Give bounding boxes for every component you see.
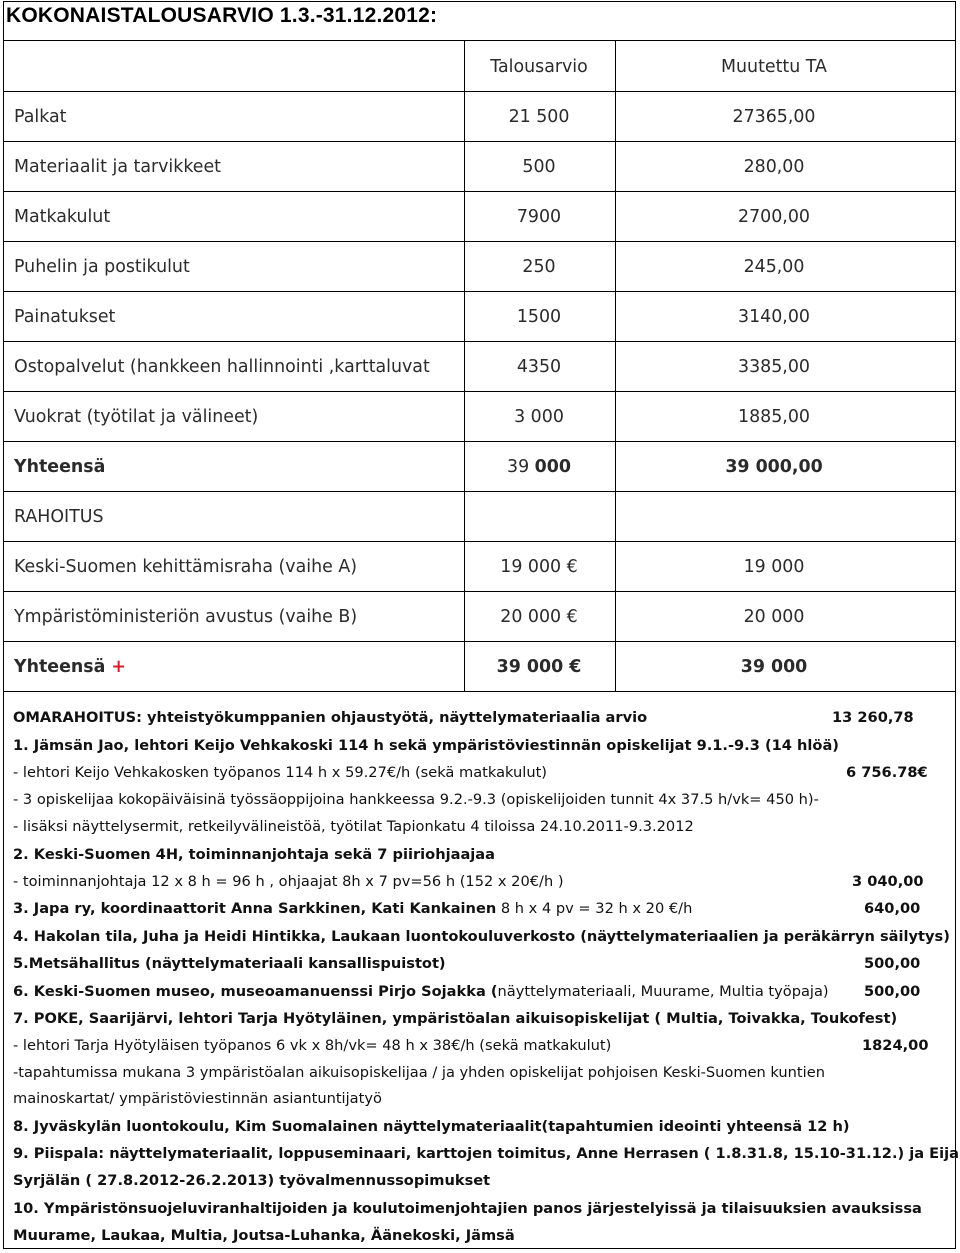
row-label: Matkakulut — [14, 207, 111, 227]
partner-line: 8. Jyväskylän luontokoulu, Kim Suomalainen näyttelymateriaalit(tapahtumien ideointi yhteensä 12 h) — [13, 1118, 850, 1135]
table-row — [0, 291, 960, 341]
own-funding-title: OMARAHOITUS: yhteistyökumppanien ohjaustyötä, näyttelymateriaalia arvio — [13, 709, 648, 726]
partner-detail: mainoskartat/ ympäristöviestinnän asiantuntijatyö — [13, 1090, 382, 1107]
row-revised: 280,00 — [743, 157, 805, 177]
row-label: Puhelin ja postikulut — [14, 257, 190, 277]
partner-amount: 500,00 — [864, 983, 921, 1000]
row-revised: 2700,00 — [738, 207, 810, 227]
row-revised: 245,00 — [743, 257, 805, 277]
row-budget: 7900 — [516, 207, 562, 227]
partner-hours: 8 h x 4 pv = 32 h x 20 €/h — [496, 900, 693, 917]
funding-budget — [464, 606, 614, 628]
funding-row — [0, 541, 960, 591]
total-label: Yhteensä — [14, 457, 106, 477]
total-revised: 39 000,00 — [725, 457, 823, 477]
table-row — [0, 341, 960, 391]
funding-budget — [464, 556, 614, 578]
table-row — [0, 191, 960, 241]
funding-budget-value: 20 000 — [500, 607, 562, 627]
partner-line: 5.Metsähallitus (näyttelymateriaali kansallispuistot) — [13, 955, 446, 972]
partner-line — [13, 900, 692, 918]
funding-revised: 19 000 — [743, 557, 805, 577]
funding-budget-value: 19 000 — [500, 557, 562, 577]
partner-amount: 3 040,00 — [852, 873, 924, 890]
plus-sign: + — [111, 657, 126, 677]
partner-line — [13, 983, 829, 1001]
partner-detail: - toiminnanjohtaja 12 x 8 h = 96 h , ohjaajat 8h x 7 pv=56 h (152 x 20€/h ) — [13, 873, 564, 890]
page-title: KOKONAISTALOUSARVIO 1.3.-31.12.2012: — [6, 4, 438, 27]
funding-title-row — [0, 491, 960, 541]
row-budget: 4350 — [516, 357, 562, 377]
row-revised: 27365,00 — [732, 107, 816, 127]
partner-name: 6. Keski-Suomen museo, museoamanuenssi Pirjo Sojakka ( — [13, 983, 498, 1000]
funding-total-revised: 39 000 — [740, 657, 808, 677]
partner-line: 9. Piispala: näyttelymateriaalit, loppuseminaari, karttojen toimitus, Anne Herrasen ( 1.8.31.8, 15.10-31.12.) ja Eija — [13, 1145, 959, 1162]
funding-title: RAHOITUS — [14, 507, 104, 527]
partner-detail: - lehtori Keijo Vehkakosken työpanos 114 h x 59.27€/h (sekä matkakulut) — [13, 764, 547, 781]
partner-line: Muurame, Laukaa, Multia, Joutsa-Luhanka, Äänekoski, Jämsä — [13, 1227, 515, 1244]
row-label: Vuokrat (työtilat ja välineet) — [14, 407, 259, 427]
funding-total-budget — [464, 656, 614, 678]
partner-amount: 500,00 — [864, 955, 921, 972]
table-row — [0, 241, 960, 291]
table-row — [0, 141, 960, 191]
funding-label: Keski-Suomen kehittämisraha (vaihe A) — [14, 557, 358, 577]
partner-detail: - lehtori Tarja Hyötyläisen työpanos 6 vk x 8h/vk= 48 h x 38€/h (sekä matkakulut) — [13, 1037, 612, 1054]
table-row — [0, 91, 960, 141]
row-label: Painatukset — [14, 307, 116, 327]
partner-detail: - 3 opiskelijaa kokopäiväisinä työssäoppijoina hankkeessa 9.2.-9.3 (opiskelijoiden tunnit 4x 37.5 h/vk= 450 h)- — [13, 791, 819, 808]
row-revised: 3385,00 — [738, 357, 810, 377]
grid-line — [3, 691, 956, 692]
partner-amount: 640,00 — [864, 900, 921, 917]
partner-detail-text: näyttelymateriaali, Muurame, Multia työpaja) — [497, 983, 829, 1000]
total-budget-bold: 000 — [534, 457, 571, 477]
funding-total-budget-value: 39 000 — [496, 657, 564, 677]
funding-total-row — [0, 641, 960, 691]
table-row — [0, 391, 960, 441]
row-budget: 21 500 — [508, 107, 570, 127]
header-revised: Muutettu TA — [721, 57, 827, 77]
header-budget: Talousarvio — [490, 57, 588, 77]
own-funding-amount: 13 260,78 — [832, 709, 914, 726]
partner-line: 4. Hakolan tila, Juha ja Heidi Hintikka, Laukaan luontokouluverkosto (näyttelymateriaalien ja peräkärryn säilytys) — [13, 928, 950, 945]
header-row — [0, 41, 960, 91]
partner-line: 7. POKE, Saarijärvi, lehtori Tarja Hyötyläinen, ympäristöalan aikuisopiskelijat ( Multia, Toivakka, Toukofest) — [13, 1010, 898, 1027]
funding-row — [0, 591, 960, 641]
total-budget-prefix: 39 — [507, 457, 530, 477]
partner-name: 3. Japa ry, koordinaattorit Anna Sarkkinen, Kati Kankainen — [13, 900, 497, 917]
partner-line: 10. Ympäristönsuojeluviranhaltijoiden ja koulutoimenjohtajien panos järjestelyissä ja tilaisuuksien avauksissa — [13, 1200, 922, 1217]
funding-label: Ympäristöministeriön avustus (vaihe B) — [14, 607, 358, 627]
partner-line: 2. Keski-Suomen 4H, toiminnanjohtaja sekä 7 piiriohjaajaa — [13, 846, 495, 863]
total-row — [0, 441, 960, 491]
partner-detail: - lisäksi näyttelysermit, retkeilyvälineistöä, työtilat Tapionkatu 4 tiloissa 24.10.2011-9.3.2012 — [13, 818, 694, 835]
funding-total-label — [14, 656, 126, 678]
row-label: Ostopalvelut (hankkeen hallinnointi ,karttaluvat — [14, 357, 430, 377]
row-budget: 500 — [522, 157, 556, 177]
row-revised: 1885,00 — [738, 407, 810, 427]
row-label: Materiaalit ja tarvikkeet — [14, 157, 221, 177]
total-budget — [464, 456, 614, 478]
partner-line: Syrjälän ( 27.8.2012-26.2.2013) työvalmennussopimukset — [13, 1172, 491, 1189]
partner-detail: -tapahtumissa mukana 3 ympäristöalan aikuisopiskelijaa / ja yhden opiskelijat pohjoisen Keski-Suomen kuntien — [13, 1064, 825, 1081]
partner-line: 1. Jämsän Jao, lehtori Keijo Vehkakoski 114 h sekä ympäristöviestinnän opiskelijat 9.1.-9.3 (14 hlöä) — [13, 737, 839, 754]
partner-amount: 6 756.78€ — [846, 764, 928, 781]
euro-icon: € — [566, 557, 578, 577]
row-revised: 3140,00 — [738, 307, 810, 327]
euro-icon: € — [566, 607, 578, 627]
row-budget: 3 000 — [514, 407, 564, 427]
funding-total-text: Yhteensä — [14, 657, 106, 677]
row-budget: 250 — [522, 257, 556, 277]
partner-amount: 1824,00 — [862, 1037, 929, 1054]
row-label: Palkat — [14, 107, 67, 127]
row-budget: 1500 — [516, 307, 562, 327]
funding-revised: 20 000 — [743, 607, 805, 627]
euro-icon: € — [569, 657, 582, 677]
